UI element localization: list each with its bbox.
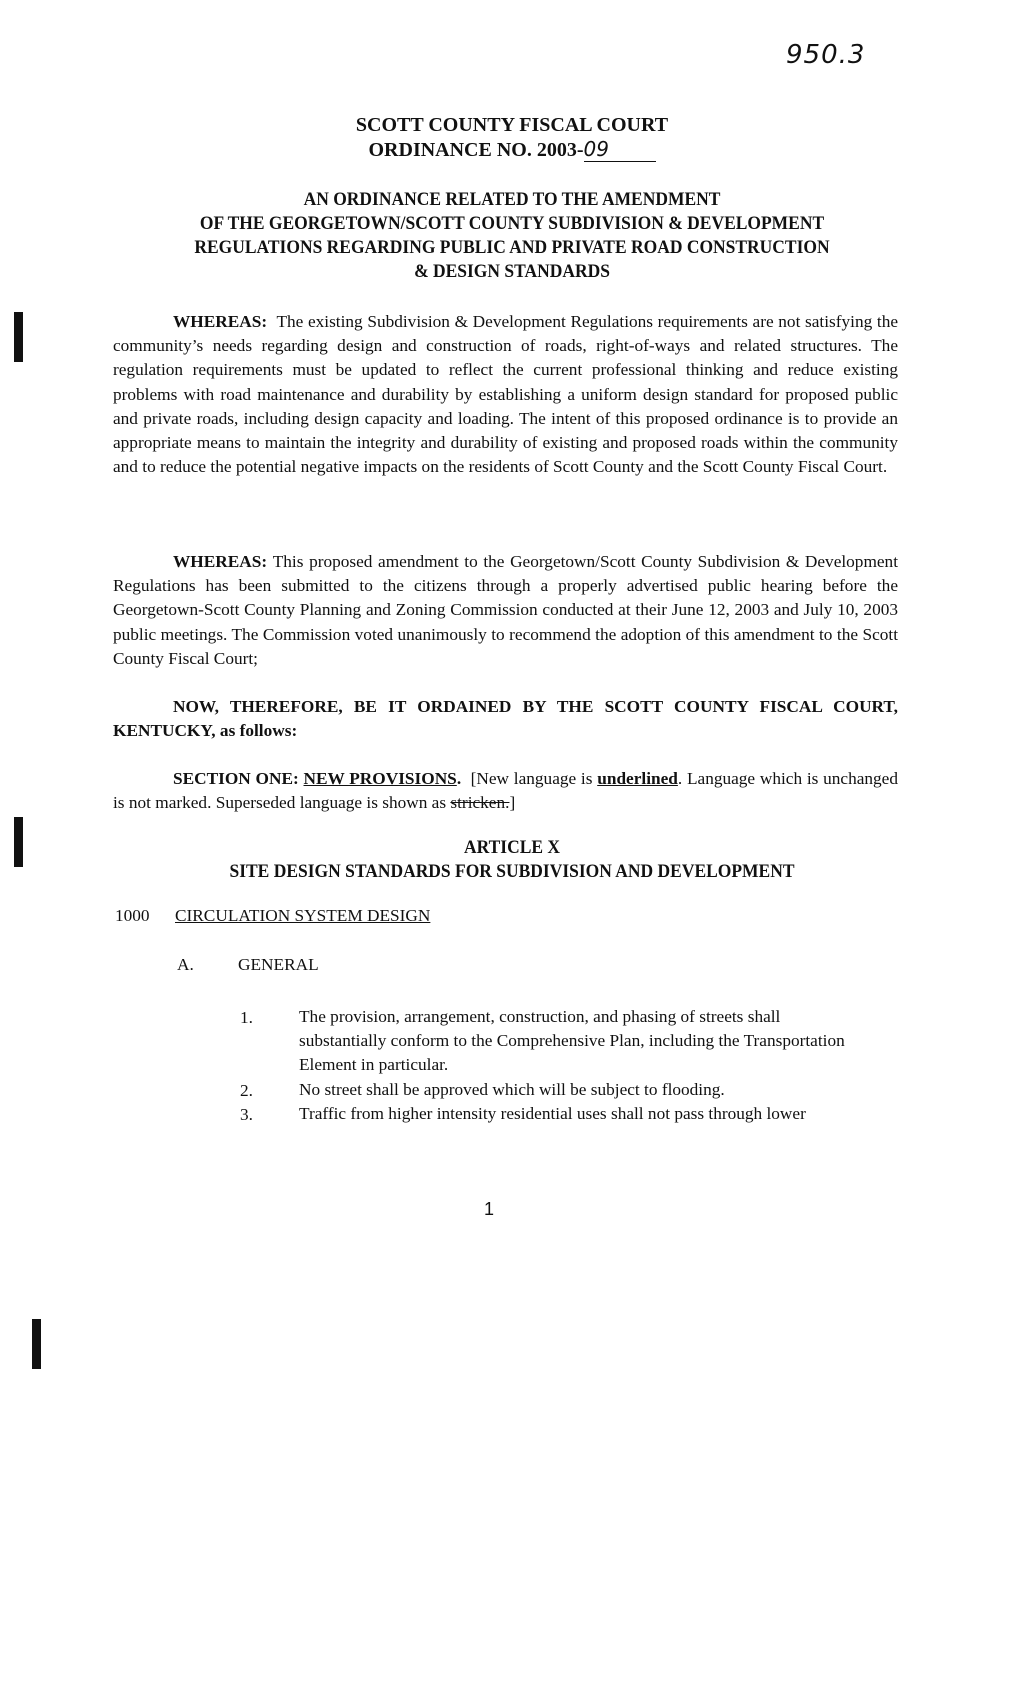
whereas-label: WHEREAS:: [173, 312, 268, 331]
list-item-text: No street shall be approved which will be subject to flooding.: [299, 1080, 725, 1099]
whereas-paragraph-2: [113, 550, 898, 671]
whereas-text: The existing Subdivision & Development Regulations requirements are not satisfying the community’s needs regarding design and construction of roads, right-of-ways and related structures. The regulation requirements must be updated to reflect the current professional thinking and reduce existing problems with road maintenance and durability by establishing a uniform design standard for proposed public and private roads, including design capacity and loading. The intent of this proposed ordinance is to provide an appropriate means to maintain the integrity and durability of existing and proposed roads within the community and to reduce the potential negative impacts on the residents of Scott County and the Scott County Fiscal Court.: [113, 312, 898, 477]
ordinance-handwritten-number: 09: [584, 137, 656, 162]
section-number: 1000: [115, 906, 150, 925]
margin-bracket-mark: [32, 1319, 41, 1369]
stricken-example: stricken.: [450, 793, 510, 813]
list-item-number: 3.: [240, 1105, 253, 1124]
section-note-b: . Language which is unchanged is not marked. Superseded language is shown as: [113, 769, 898, 813]
title-line-1: AN ORDINANCE RELATED TO THE AMENDMENT: [303, 189, 721, 210]
ordained-paragraph: [113, 695, 898, 743]
underlined-example: underlined: [597, 769, 678, 788]
section-note-c: ]: [509, 793, 516, 813]
section-one-period: .: [456, 769, 462, 788]
subsection-letter: A.: [177, 955, 194, 974]
list-item-text: Traffic from higher intensity residential uses shall not pass through lower: [299, 1104, 806, 1123]
whereas-text: This proposed amendment to the Georgetown/Scott County Subdivision & Development Regulations has been submitted to the citizens through a properly advertised public hearing before the Georgetown-Scott County Planning and Zoning Commission conducted at their June 12, 2003 and July 10, 2003 public meetings. The Commission voted unanimously to recommend the adoption of this amendment to the Scott County Fiscal Court;: [113, 552, 898, 668]
section-note-a: [New language is: [470, 769, 593, 788]
title-line-2: OF THE GEORGETOWN/SCOTT COUNTY SUBDIVISION & DEVELOPMENT: [199, 213, 825, 234]
article-title: SITE DESIGN STANDARDS FOR SUBDIVISION AND DEVELOPMENT: [229, 861, 795, 882]
margin-bracket-mark: [14, 312, 23, 362]
subsection-title: GENERAL: [238, 955, 319, 974]
page-stamp: 950.3: [786, 40, 866, 70]
list-item-number: 2.: [240, 1081, 253, 1100]
fiscal-court-heading: SCOTT COUNTY FISCAL COURT: [355, 114, 669, 136]
ordinance-prefix: ORDINANCE NO. 2003-: [368, 139, 584, 161]
section-title: CIRCULATION SYSTEM DESIGN: [175, 906, 431, 925]
whereas-label: WHEREAS:: [173, 552, 268, 571]
ordinance-number: [0, 137, 1024, 162]
list-item-number: 1.: [240, 1008, 253, 1027]
margin-bracket-mark: [14, 817, 23, 867]
section-one-paragraph: [113, 767, 898, 815]
title-line-4: & DESIGN STANDARDS: [414, 261, 610, 282]
title-line-3: REGULATIONS REGARDING PUBLIC AND PRIVATE ROAD CONSTRUCTION: [194, 237, 830, 258]
section-one-heading: NEW PROVISIONS: [303, 769, 457, 788]
ordained-text: NOW, THEREFORE, BE IT ORDAINED BY THE SCOTT COUNTY FISCAL COURT, KENTUCKY,: [113, 697, 898, 741]
section-one-label: SECTION ONE:: [173, 769, 299, 788]
ordained-tail: as follows:: [219, 721, 298, 741]
whereas-paragraph-1: [113, 310, 898, 479]
page-number: 1: [484, 1199, 495, 1219]
list-item-text: The provision, arrangement, construction, and phasing of streets shall substantially conform to the Comprehensive Plan, including the Transportation Element in particular.: [299, 1007, 845, 1075]
article-number: ARTICLE X: [463, 837, 561, 858]
